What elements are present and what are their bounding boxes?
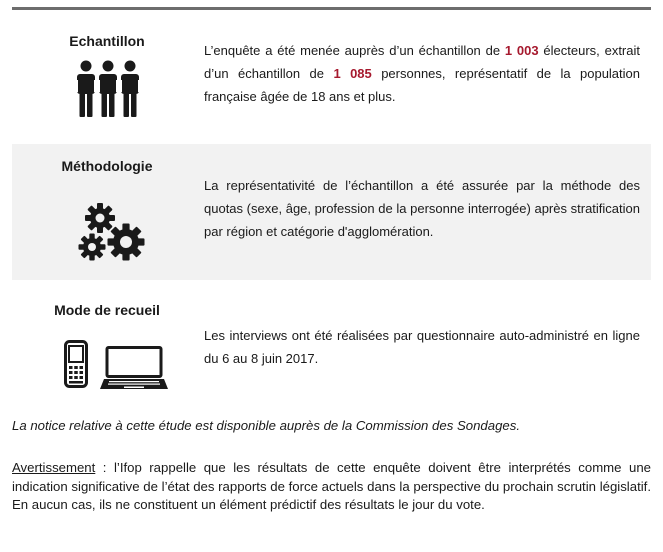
section-methodologie [12,144,651,280]
sample-size-persons: 1 085 [333,66,372,81]
people-icon [75,60,141,118]
top-rule [12,7,651,10]
gears-icon [78,200,146,262]
section-echantillon [12,22,651,122]
section-title: Méthodologie [61,158,153,174]
sample-size-voters: 1 003 [504,43,539,58]
section-title: Echantillon [69,33,145,49]
section-text: La représentativité de l’échantillon a été assurée par la méthode des quotas (sexe, âge, profession de la personne interrogée) après stratification par région et catégorie d'agglomération. [204,178,640,239]
warning-label: Avertissement [12,460,96,475]
section-text: Les interviews ont été réalisées par questionnaire auto-administré en ligne du 6 au 8 juin 2017. [204,328,640,366]
mobile-phone-icon [64,340,88,388]
laptop-icon [100,346,168,390]
warning-text: l’Ifop rappelle que les résultats de cette enquête doivent être interprétés comme une indication significative de l’état des rapports de force actuels dans la perspective du prochain scrutin législatif. En aucun cas, ils ne constituent un élément prédictif des résultats le jour du vote. [12,460,651,512]
section-mode-de-recueil [12,294,651,394]
section-text: L’enquête a été menée auprès d’un échantillon de 1 003 électeurs, extrait d’un échantillon de 1 085 personnes, représentatif de la population française âgée de 18 ans et plus. [204,43,641,104]
section-title: Mode de recueil [54,302,160,318]
warning-paragraph: Avertissement : l’Ifop rappelle que les résultats de cette enquête doivent être interprétés comme une indication significative de l’état des rapports de force actuels dans la perspective du prochain scrutin législatif. En aucun cas, ils ne constituent un élément prédictif des résultats le jour du vote. [12,460,651,512]
notice-text: La notice relative à cette étude est disponible auprès de la Commission des Sondages. [12,418,521,433]
